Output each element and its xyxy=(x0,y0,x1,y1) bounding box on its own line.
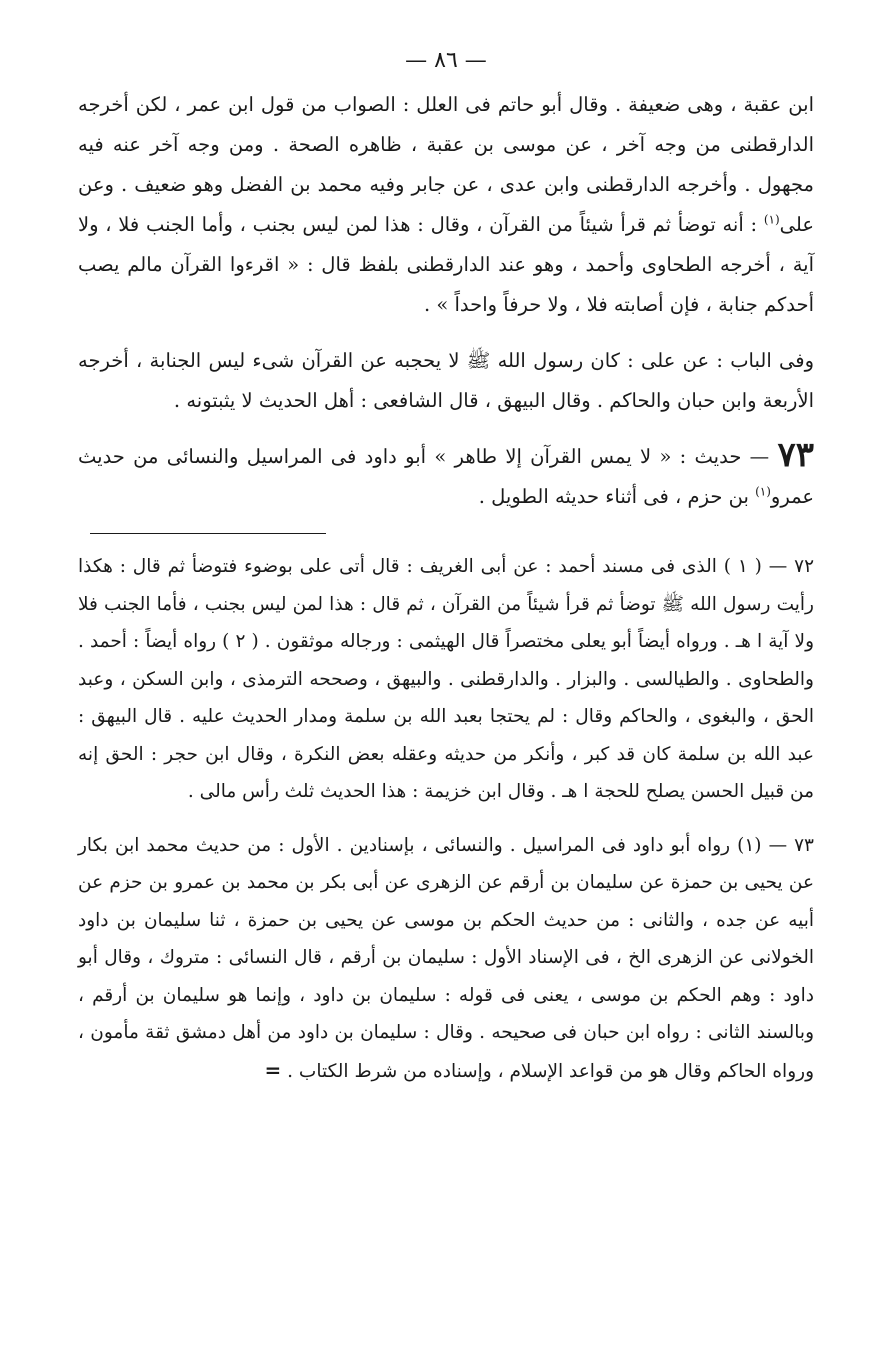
paragraph-3-continuation: بن حزم ، فى أثناء حديثه الطويل . xyxy=(478,485,749,508)
paragraph-1-text: ابن عقبة ، وهى ضعيفة . وقال أبو حاتم فى العلل : الصواب من قول ابن عمر ، لكن أخرجه الدارقطنى من وجه آخر ، عن موسى بن عقبة ، ظاهره الصحة . ومن وجه آخر عنه فيه مجهول . وأخرجه الدارقطنى وابن عدى ، عن جابر وفيه محمد بن الفضل وهو ضعيف . وعن على xyxy=(78,93,815,236)
paragraph-2: وفى الباب : عن على : كان رسول الله ﷺ لا يحجبه عن القرآن شىء ليس الجنابة ، أخرجه الأربعة وابن حبان والحاكم . وقال البيهق ، قال الشافعى : أهل الحديث لا يثبتونه . xyxy=(78,349,814,412)
document-page xyxy=(78,48,814,1090)
hadith-number: ٧٣ xyxy=(777,435,814,475)
footnote-separator xyxy=(90,533,326,534)
main-text xyxy=(78,85,814,517)
paragraph-3-text: — حديث : « لا يمس القرآن إلا طاهر » أبو داود فى المراسيل والنسائى من حديث عمرو xyxy=(78,445,814,508)
footnote-ref-1: (١) xyxy=(763,212,780,227)
footnote-ref-2: (١) xyxy=(755,484,771,499)
paragraph-1 xyxy=(78,85,814,325)
continuation-mark: = xyxy=(264,1057,282,1082)
paragraph-3 xyxy=(78,437,814,517)
paragraph-1-continuation: : أنه توضأ ثم قرأ شيئاً من القرآن ، وقال : هذا لمن ليس بجنب ، وأما الجنب فلا ، ولا آية ، أخرجه الطحاوى وأحمد ، وهو عند الدارقطنى بلفظ قال : « اقرءوا القرآن مالم يصب أحدكم جنابة ، فإن أصابته فلا ، ولا حرفاً واحداً » . xyxy=(78,213,814,316)
page-number: — ٨٦ — xyxy=(405,48,487,73)
footnote-73 xyxy=(78,827,814,1091)
footnotes xyxy=(78,548,814,1090)
footnote-72: ٧٢ — ( ١ ) الذى فى مسند أحمد : عن أبى الغريف : قال أتى على بوضوء فتوضأ ثم قال : هكذا رأيت رسول الله ﷺ توضأ ثم قرأ شيئاً من القرآن ، ثم قال : هذا لمن ليس بجنب ، فأما الجنب فلا ولا آية ا هـ . ورواه أيضاً أبو يعلى مختصراً قال الهيثمى : ورجاله موثقون . ( ٢ ) رواه أيضاً : أحمد . والطحاوى . والطيالسى . والبزار . والدارقطنى . والبيهق ، وصححه الترمذى ، وابن السكن ، وعبد الحق ، والبغوى ، والحاكم وقال : لم يحتجا بعبد الله بن سلمة ومدار الحديث عليه . قال البيهق : عبد الله بن سلمة كان قد كبر ، وأنكر من حديثه وعقله بعض النكرة ، وقال ابن حجر : الحق إنه من قبيل الحسن يصلح للحجة ا هـ . وقال ابن خزيمة : هذا الحديث ثلث رأس مالى . xyxy=(78,556,815,802)
footnote-73-text: ٧٣ — (١) رواه أبو داود فى المراسيل . والنسائى ، بإسنادين . الأول : من حديث محمد ابن بكار عن يحيى بن حمزة عن سليمان بن أرقم عن الزهرى عن أبى بكر بن محمد بن عمرو بن حزم عن أبيه عن جده ، والثانى : من حديث الحكم بن موسى عن يحيى بن حمزة ، ثنا سليمان بن داود الخولانى عن الزهرى الخ ، فى الإسناد الأول : سليمان بن أرقم ، قال النسائى : متروك ، وقال أبو داود : وهم الحكم بن موسى ، يعنى فى قوله : سليمان بن داود ، وإنما هو سليمان بن أرقم ، وبالسند الثانى : رواه ابن حبان فى صحيحه . وقال : سليمان بن داود من أهل دمشق ثقة مأمون ، ورواه الحاكم وقال هو من قواعد الإسلام ، وإسناده من شرط الكتاب . xyxy=(78,834,814,1082)
